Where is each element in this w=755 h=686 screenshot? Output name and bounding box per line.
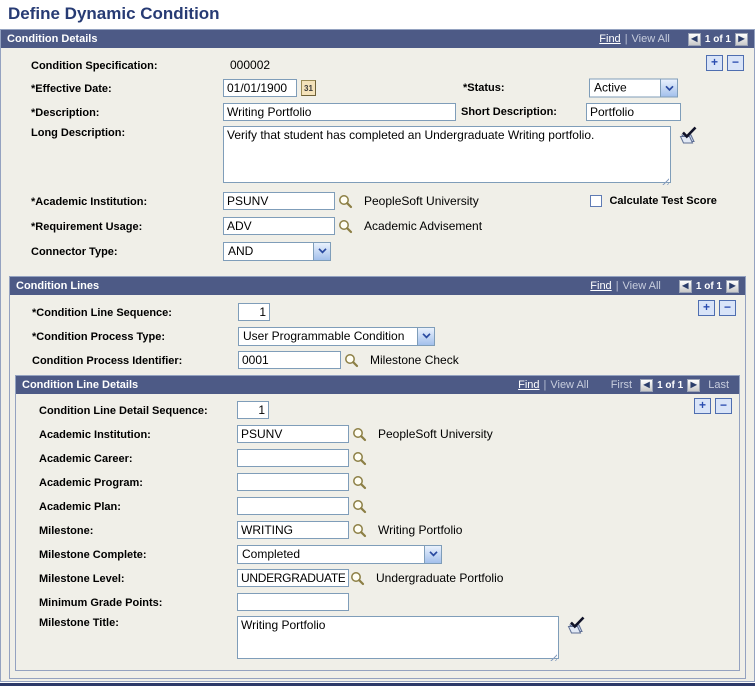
milestone-complete-select[interactable]: [237, 545, 442, 564]
connector-type-row: [1, 238, 754, 264]
requirement-usage-label: *Requirement Usage:: [31, 220, 143, 233]
chevron-down-icon[interactable]: [313, 243, 330, 260]
condition-specification-value: 000002: [230, 58, 271, 72]
condition-details-bar: [1, 30, 754, 48]
condition-line-details-bar: [16, 376, 739, 394]
long-description-label: Long Description:: [31, 127, 126, 139]
add-row-button[interactable]: +: [698, 300, 715, 316]
condition-details-body: [1, 48, 754, 271]
requirement-usage-row: [1, 214, 754, 238]
next-arrow-icon[interactable]: ▶: [687, 379, 700, 392]
first-link[interactable]: First: [610, 379, 633, 391]
condition-lines-section: [9, 276, 746, 679]
chevron-down-icon[interactable]: [417, 328, 434, 345]
short-description-label: Short Description:: [461, 106, 557, 118]
academic-career-label: Academic Career:: [39, 452, 133, 465]
academic-program-row: [16, 470, 739, 494]
milestone-row: [16, 518, 739, 542]
academic-program-input[interactable]: [237, 473, 349, 491]
record-nav: [607, 379, 733, 392]
condition-lines-bar-title: Condition Lines: [16, 280, 100, 292]
condition-process-identifier-desc: Milestone Check: [370, 353, 459, 367]
academic-plan-input[interactable]: [237, 497, 349, 515]
condition-process-type-select[interactable]: [238, 327, 435, 346]
next-arrow-icon[interactable]: ▶: [726, 280, 739, 293]
delete-row-button[interactable]: −: [715, 398, 732, 414]
view-all-link[interactable]: View All: [622, 280, 661, 292]
milestone-complete-label: Milestone Complete:: [39, 548, 147, 561]
academic-institution-desc: PeopleSoft University: [378, 427, 493, 441]
connector-type-select[interactable]: [223, 242, 331, 261]
record-nav: [688, 33, 748, 46]
last-link[interactable]: Last: [708, 379, 729, 391]
milestone-level-input[interactable]: [237, 569, 349, 587]
calculate-test-score-checkbox[interactable]: [590, 195, 602, 207]
effective-date-input[interactable]: [223, 79, 297, 97]
effective-date-row: [1, 76, 754, 100]
lookup-icon[interactable]: [352, 427, 367, 442]
condition-process-type-value: User Programmable Condition: [243, 328, 405, 343]
delete-row-button[interactable]: −: [727, 55, 744, 71]
academic-institution-row: [16, 422, 739, 446]
condition-line-detail-sequence-row: [16, 398, 739, 422]
prev-arrow-icon[interactable]: ◀: [640, 379, 653, 392]
link-separator: |: [543, 379, 547, 391]
minimum-grade-points-input[interactable]: [237, 593, 349, 611]
effective-date-label: *Effective Date:: [31, 82, 112, 95]
record-count: 1 of 1: [657, 379, 684, 391]
condition-process-identifier-label: Condition Process Identifier:: [32, 354, 183, 367]
find-link[interactable]: Find: [599, 33, 621, 45]
condition-line-sequence-row: [10, 300, 745, 324]
academic-career-input[interactable]: [237, 449, 349, 467]
link-separator: |: [624, 33, 628, 45]
condition-line-details-bar-title: Condition Line Details: [22, 379, 139, 391]
calculate-test-score-field: [590, 192, 717, 210]
add-row-button[interactable]: +: [694, 398, 711, 414]
calculate-test-score-label: Calculate Test Score: [609, 194, 717, 207]
lookup-icon[interactable]: [350, 571, 365, 586]
academic-plan-row: [16, 494, 739, 518]
spellcheck-icon[interactable]: [677, 126, 698, 146]
prev-arrow-icon[interactable]: ◀: [679, 280, 692, 293]
milestone-complete-row: [16, 542, 739, 566]
description-input[interactable]: [223, 103, 456, 121]
condition-details-bar-title: Condition Details: [7, 33, 98, 45]
condition-specification-row: [1, 54, 754, 76]
find-link[interactable]: Find: [518, 379, 540, 391]
status-value: Active: [594, 80, 627, 95]
condition-line-sequence-label: *Condition Line Sequence:: [32, 306, 172, 319]
long-description-textarea[interactable]: [223, 126, 671, 183]
record-nav: [679, 280, 739, 293]
lookup-icon[interactable]: [352, 451, 367, 466]
milestone-title-row: [16, 614, 739, 664]
minimum-grade-points-row: [16, 590, 739, 614]
requirement-usage-desc: Academic Advisement: [364, 219, 483, 233]
link-separator: |: [615, 280, 619, 292]
condition-lines-body: [10, 295, 745, 671]
condition-lines-bar: [10, 277, 745, 295]
record-count: 1 of 1: [704, 33, 731, 45]
find-link[interactable]: Find: [590, 280, 612, 292]
lookup-icon[interactable]: [338, 194, 353, 209]
description-label: *Description:: [31, 106, 100, 119]
condition-line-details-section: [15, 375, 740, 671]
view-all-link[interactable]: View All: [550, 379, 589, 391]
milestone-complete-value: Completed: [242, 546, 301, 561]
minimum-grade-points-label: Minimum Grade Points:: [39, 596, 163, 609]
delete-row-button[interactable]: −: [719, 300, 736, 316]
academic-program-label: Academic Program:: [39, 476, 143, 489]
milestone-desc: Writing Portfolio: [378, 523, 463, 537]
academic-institution-label: Academic Institution:: [39, 428, 151, 441]
academic-career-row: [16, 446, 739, 470]
next-arrow-icon[interactable]: ▶: [735, 33, 748, 46]
page-title: Define Dynamic Condition: [8, 4, 220, 23]
academic-institution-input[interactable]: [237, 425, 349, 443]
condition-line-detail-sequence-label: Condition Line Detail Sequence:: [39, 404, 208, 417]
connector-type-value: AND: [228, 243, 254, 258]
condition-line-detail-sequence-input[interactable]: [237, 401, 269, 419]
lookup-icon[interactable]: [352, 523, 367, 538]
add-row-button[interactable]: +: [706, 55, 723, 71]
milestone-input[interactable]: [237, 521, 349, 539]
connector-type-label: Connector Type:: [31, 245, 118, 258]
status-select[interactable]: [589, 79, 678, 98]
academic-institution-desc: PeopleSoft University: [364, 194, 479, 208]
lookup-icon[interactable]: [352, 499, 367, 514]
academic-institution-row: [1, 188, 754, 214]
lookup-icon[interactable]: [344, 353, 359, 368]
view-all-link[interactable]: View All: [631, 33, 670, 45]
condition-process-type-row: [10, 324, 745, 348]
condition-process-type-label: *Condition Process Type:: [32, 330, 166, 343]
chevron-down-icon[interactable]: [660, 80, 677, 97]
milestone-level-row: [16, 566, 739, 590]
prev-arrow-icon[interactable]: ◀: [688, 33, 701, 46]
calendar-icon[interactable]: 31: [301, 80, 316, 96]
record-count: 1 of 1: [695, 280, 722, 292]
condition-process-identifier-input[interactable]: [238, 351, 341, 369]
long-description-row: [1, 124, 754, 188]
status-label: *Status:: [463, 82, 505, 94]
spellcheck-icon[interactable]: [565, 616, 586, 636]
short-description-input[interactable]: [586, 103, 681, 121]
milestone-label: Milestone:: [39, 524, 94, 537]
academic-institution-label: *Academic Institution:: [31, 195, 148, 208]
condition-specification-label: Condition Specification:: [31, 59, 158, 72]
condition-line-sequence-input[interactable]: [238, 303, 270, 321]
milestone-level-label: Milestone Level:: [39, 572, 125, 585]
chevron-down-icon[interactable]: [424, 546, 441, 563]
condition-details-section: [0, 29, 755, 682]
condition-process-identifier-row: [10, 348, 745, 372]
academic-plan-label: Academic Plan:: [39, 500, 121, 513]
academic-institution-input[interactable]: [223, 192, 335, 210]
milestone-title-textarea[interactable]: [237, 616, 559, 659]
milestone-title-label: Milestone Title:: [39, 617, 119, 629]
condition-line-details-body: [16, 394, 739, 670]
lookup-icon[interactable]: [338, 219, 353, 234]
milestone-level-desc: Undergraduate Portfolio: [376, 571, 504, 585]
lookup-icon[interactable]: [352, 475, 367, 490]
description-row: [1, 100, 754, 124]
requirement-usage-input[interactable]: [223, 217, 335, 235]
